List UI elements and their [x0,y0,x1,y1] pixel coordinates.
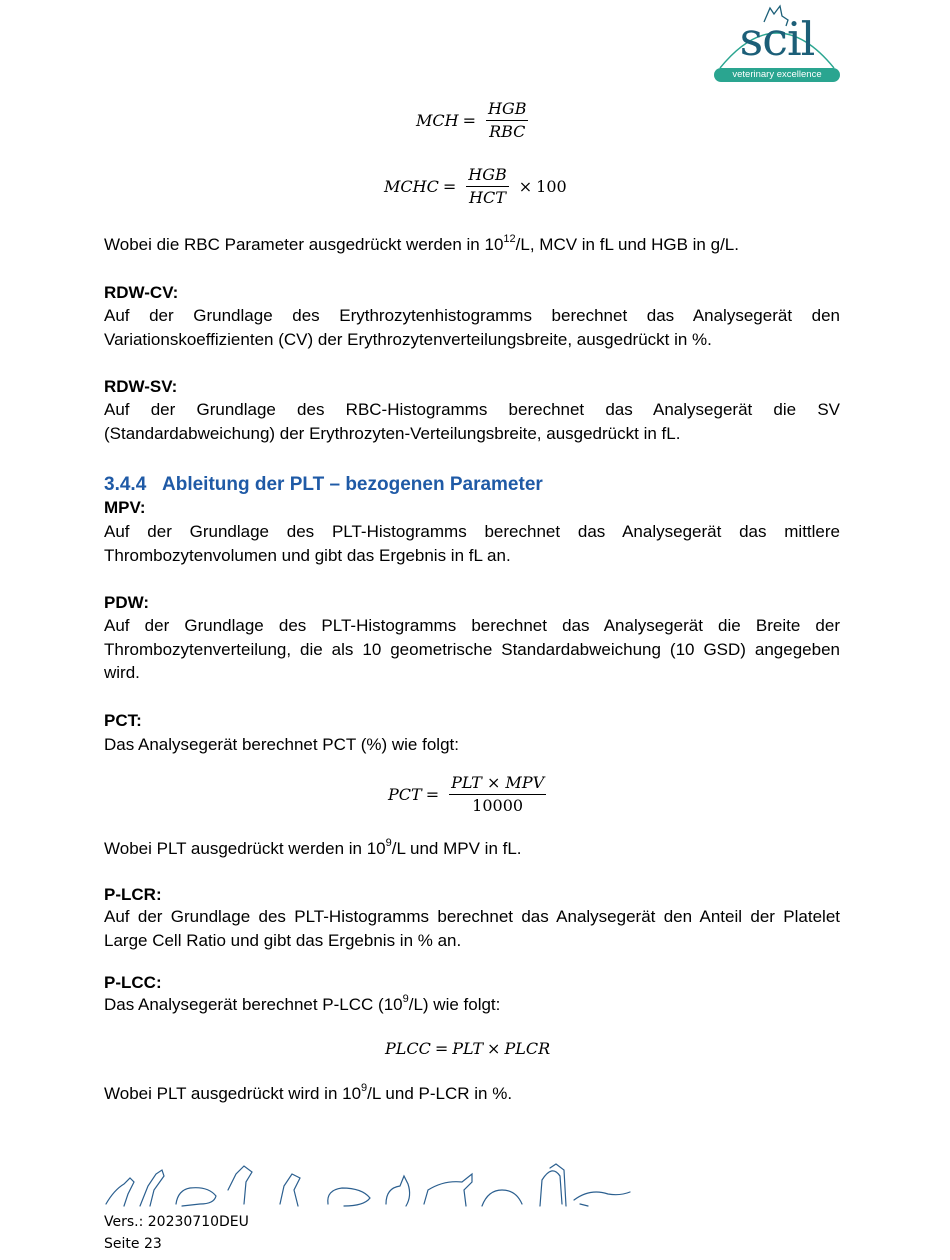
formula-mchc [384,164,567,209]
formula-pct-eq: = [425,785,440,804]
scil-logo [712,2,842,84]
plcr-label: P-LCR: [104,885,162,904]
rdw-cv-label: RDW-CV: [104,283,179,302]
mpv-label: MPV: [104,498,146,517]
plcc-intro-sup: 9 [402,993,409,1006]
formula-mch-eq: = [462,111,476,130]
formula-plcc-eq: = [434,1039,449,1058]
logo-wordmark: scil [739,12,815,66]
pct-units-after: /L und MPV in fL. [391,839,522,858]
pdw-label: PDW: [104,593,150,612]
formula-mch-lhs: MCH [416,111,459,130]
section-title: Ableitung der PLT – bezogenen Parameter [162,474,543,495]
formula-mchc-fraction [466,164,509,209]
plcr-body: Auf der Grundlage des PLT-Histogramms berechnet das Analysegerät den Anteil der Platelet Large Cell Ratio und gibt das Ergebnis in % an. [104,907,840,950]
formula-pct-fraction [449,772,546,817]
formula-pct-denominator: 10000 [472,796,524,815]
formula-pct-numerator: PLT × MPV [449,772,546,795]
plcc-units-note [104,1082,840,1106]
rbc-units-before: Wobei die RBC Parameter ausgedrückt werden in 10 [104,235,504,254]
pct-units-before: Wobei PLT ausgedrückt werden in 10 [104,839,386,858]
animal-line-art-icon [104,1160,634,1210]
formula-mch-denominator: RBC [489,122,526,141]
formula-mchc-numerator: HGB [466,164,509,187]
formula-plcc [385,1039,550,1058]
rdw-cv-body: Auf der Grundlage des Erythrozytenhistogramms berechnet das Analysegerät den Variationskoeffizienten (CV) der Erythrozytenverteilungsbreite, ausgedrückt in %. [104,306,840,349]
pct-label: PCT: [104,711,142,730]
formula-mch [416,98,534,143]
formula-mchc-times: × [518,177,533,196]
footer-page-number: Seite 23 [104,1236,162,1252]
pct-intro: Das Analysegerät berechnet PCT (%) wie folgt: [104,735,459,754]
formula-pct [388,772,552,817]
formula-plcc-rhs-a: PLT [452,1039,484,1058]
formula-mchc-denominator: HCT [469,188,506,207]
plcc-units-before: Wobei PLT ausgedrückt wird in 10 [104,1084,362,1103]
rdw-sv-label: RDW-SV: [104,377,178,396]
pct-units-note [104,837,840,861]
section-number: 3.4.4 [104,474,147,495]
formula-mchc-factor: 100 [536,177,567,196]
plcc-intro-after: /L) wie folgt: [408,995,501,1014]
plcc-label: P-LCC: [104,973,162,992]
pdw-body: Auf der Grundlage des PLT-Histogramms berechnet das Analysegerät die Breite der Thrombozytenverteilung, die als 10 geometrische Standardabweichung (10 GSD) angegeben wird. [104,616,840,682]
footer-version: Vers.: 20230710DEU [104,1214,249,1230]
formula-mch-fraction [486,98,529,143]
formula-mch-numerator: HGB [486,98,529,121]
formula-plcc-rhs-b: PLCR [504,1039,551,1058]
rbc-units-after: /L, MCV in fL und HGB in g/L. [515,235,739,254]
plcc-units-sup: 9 [361,1082,368,1095]
plcc-units-after: /L und P-LCR in %. [367,1084,513,1103]
logo-tagline: veterinary excellence [714,68,840,82]
plcc-intro-before: Das Analysegerät berechnet P-LCC (10 [104,995,403,1014]
section-heading [104,473,543,497]
formula-mchc-eq: = [442,177,457,196]
formula-plcc-lhs: PLCC [385,1039,431,1058]
pct-units-sup: 9 [385,837,392,850]
rdw-sv-body: Auf der Grundlage des RBC-Histogramms berechnet das Analysegerät die SV (Standardabweichung) der Erythrozyten-Verteilungsbreite, ausgedrückt in fL. [104,400,840,443]
formula-pct-lhs: PCT [388,785,422,804]
formula-mchc-lhs: MCHC [384,177,439,196]
formula-plcc-times: × [487,1039,501,1058]
plcc-intro [104,993,840,1017]
rbc-units-sup: 12 [503,233,516,246]
rbc-units-note [104,233,840,257]
mpv-body: Auf der Grundlage des PLT-Histogramms berechnet das Analysegerät das mittlere Thrombozytenvolumen und gibt das Ergebnis in fL an. [104,522,840,565]
